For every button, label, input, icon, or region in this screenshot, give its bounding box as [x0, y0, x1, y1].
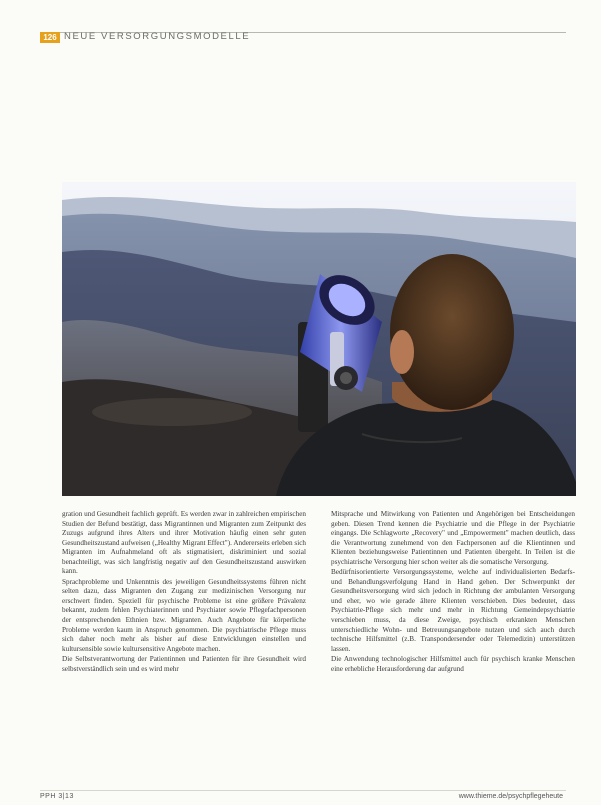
paragraph: Die Anwendung technologischer Hilfsmittel auch für psychisch kranke Menschen eine erhebliche Herausforderung dar aufgrund [331, 655, 575, 673]
journal-url[interactable]: www.thieme.de/psychpflegeheute [458, 793, 563, 800]
article-column-right [331, 510, 575, 675]
journal-issue: PPH 3|13 [40, 793, 74, 800]
paragraph: gration und Gesundheit fachlich geprüft. Es werden zwar in zahlreichen empirischen Studien der Befund bestätigt, dass Migrantinnen und Migranten zum Zeitpunkt des Zuzugs aufgrund ihres Alters und ihrer Motivation häufig einen sehr guten Gesundheitszustand aufweisen („Healthy Migrant Effect"). Andererseits erleben sich Migranten im Aufnahmeland oft als stigmatisiert, diskriminiert und sozial benachteiligt, was sich langfristig negativ auf den Gesundheitszustand auswirken kann. [62, 510, 306, 576]
paragraph: Sprachprobleme und Unkenntnis des jeweiligen Gesundheitssystems führen nicht selten dazu, dass Migranten den Zugang zur medizinischen Versorgung nur erschwert finden. Speziell für psychische Probleme ist eine größere Prävalenz bekannt, zudem fehlen Psychiaterinnen und Psychiater sowie Pflegefachpersonen der entsprechenden Ethnien bzw. Migranten. Auch Angebote für körperliche Probleme werden kaum in Anspruch genommen. Die psychiatrische Pflege muss sich daher noch mehr als bisher auf diese Entwicklungen einstellen und kultursensible sowie kultursensitive Angebote machen. [62, 577, 306, 653]
footer-rule [40, 790, 566, 791]
article-column-left [62, 510, 306, 675]
page-number: 126 [40, 32, 60, 43]
telescope-photo [62, 182, 576, 496]
paragraph: Bedürfnisorientierte Versorgungssysteme, welche auf individualisierten Bedarfs- und Behandlungsverfolgung Hand in Hand gehen. Der Schwerpunkt der Gesundheitsversorgung wird sich jedoch in Richtung der ambulanten Versorgung und eher, wo wie gerade ältere Klienten verschieben. Dies bedeutet, dass Psychiatrie-Pflege sich mehr und mehr in Richtung Gemeindepsychiatrie verschieben muss, da diese Zweige, psychisch erkrankten Menschen unterschiedliche Wohn- und Betreuungsangebote nutzen und sich auch durch technische Hilfsmittel (z.B. Transpondersender oder Telemedizin) unterstützen lassen. [331, 568, 575, 653]
paragraph: Die Selbstverantwortung der Patientinnen und Patienten für ihre Gesundheit wird selbstverständlich sein und es wird mehr [62, 655, 306, 673]
paragraph: Mitsprache und Mitwirkung von Patienten und Angehörigen bei Entscheidungen geben. Diesen Trend kennen die Psychiatrie und die Pflege in der Psychiatrie eingangs. Die Schlagworte „Recovery" und „Empowerment" machen deutlich, dass die Verantwortung zunehmend von den Fachpersonen auf die Klientinnen und Klienten beziehungsweise Patientinnen und Patienten übergeht. In Teilen ist die psychiatrische Versorgung hier schon weiter als die somatische Versorgung. [331, 510, 575, 566]
section-title: NEUE VERSORGUNGSMODELLE [64, 31, 251, 42]
